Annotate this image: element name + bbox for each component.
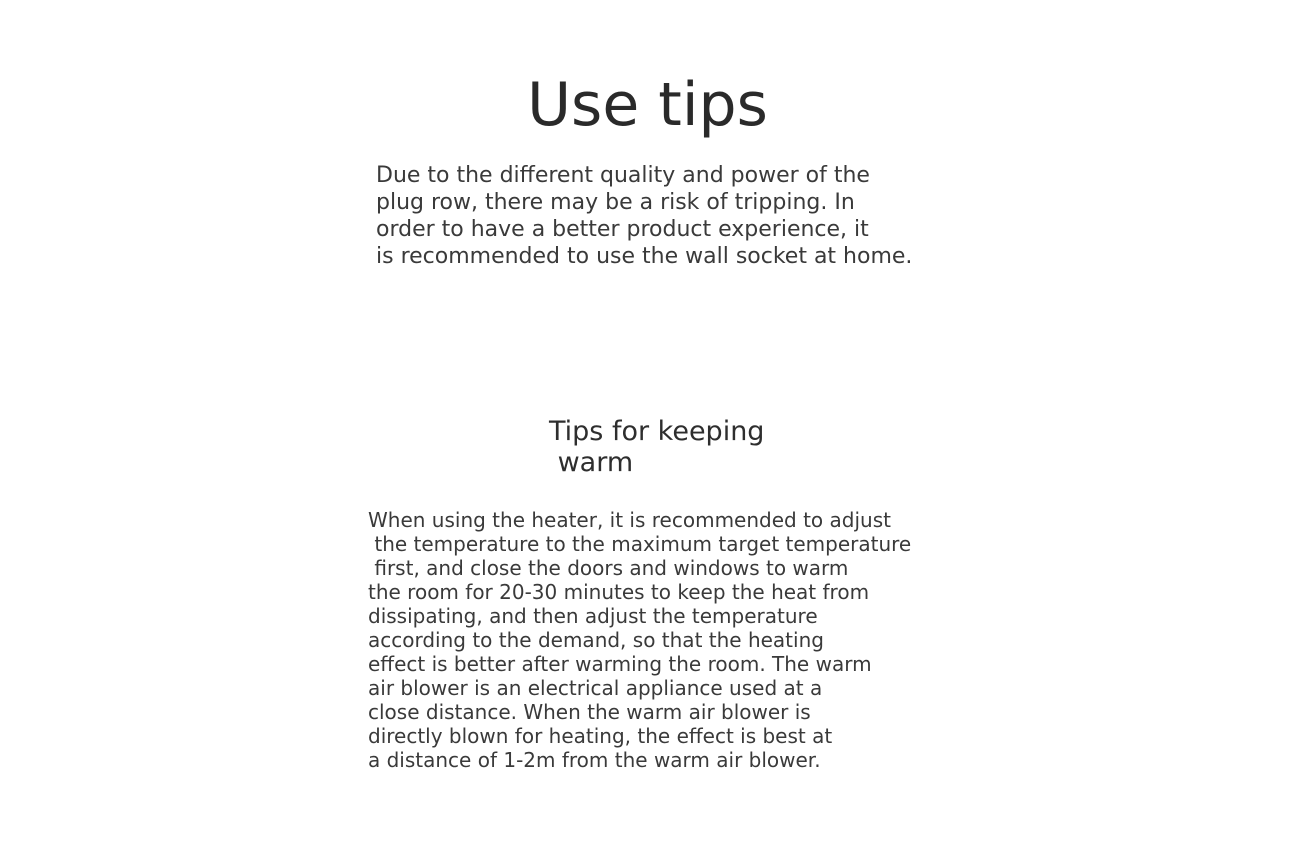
section-heading-keeping-warm — [549, 416, 849, 478]
paragraph-line: When using the heater, it is recommended to adjust — [368, 508, 891, 532]
paragraph-line: the room for 20-30 minutes to keep the heat from — [368, 580, 870, 604]
paragraph-line: dissipating, and then adjust the temperature — [368, 604, 818, 628]
page-title: Use tips — [527, 70, 768, 140]
paragraph-line: the temperature to the maximum target temperature — [368, 532, 912, 556]
paragraph-line: close distance. When the warm air blower is — [368, 700, 811, 724]
heading-line: Tips for keeping — [549, 416, 765, 447]
keeping-warm-paragraph — [368, 508, 948, 772]
paragraph-line: first, and close the doors and windows to warm — [368, 556, 849, 580]
paragraph-line: Due to the different quality and power of the — [376, 163, 870, 188]
paragraph-line: plug row, there may be a risk of tripping. In — [376, 190, 855, 215]
heading-line: warm — [549, 447, 634, 478]
paragraph-line: is recommended to use the wall socket at home. — [376, 244, 913, 269]
paragraph-line: according to the demand, so that the heating — [368, 628, 824, 652]
paragraph-line: a distance of 1-2m from the warm air blower. — [368, 748, 821, 772]
paragraph-line: air blower is an electrical appliance used at a — [368, 676, 823, 700]
paragraph-line: effect is better after warming the room. The warm — [368, 652, 872, 676]
paragraph-line: directly blown for heating, the effect is best at — [368, 724, 833, 748]
paragraph-line: order to have a better product experience, it — [376, 217, 869, 242]
use-tips-paragraph — [376, 162, 956, 270]
